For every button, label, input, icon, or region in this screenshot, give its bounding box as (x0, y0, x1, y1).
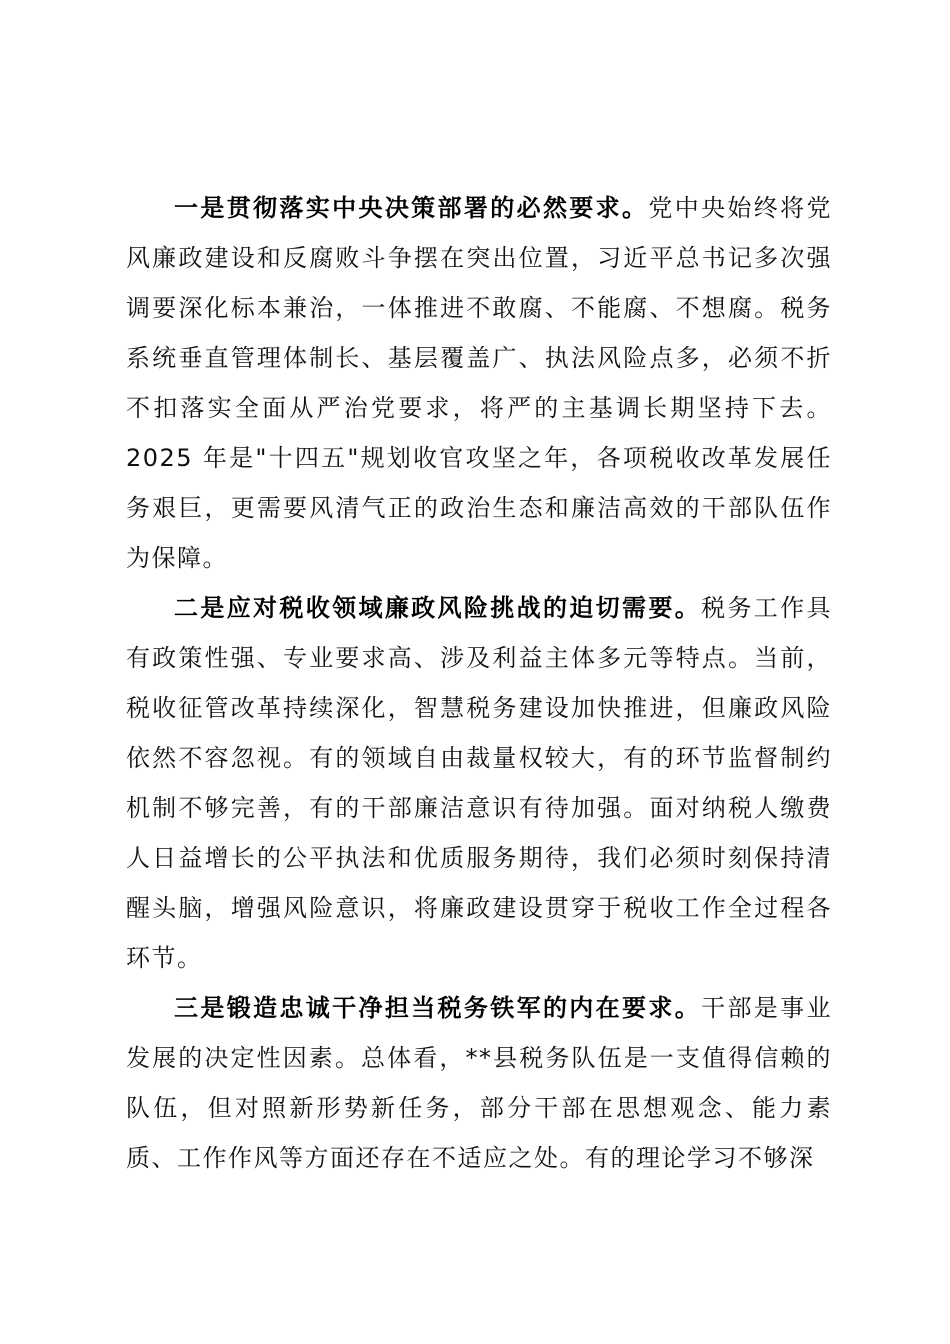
paragraph-1-body: 党中央始终将党风廉政建设和反腐败斗争摆在突出位置，习近平总书记多次强调要深化标本兼治，一体推进不敢腐、不能腐、不想腐。税务系统垂直管理体制长、基层覆盖广、执法风险点多，必须不折不扣落实全面从严治党要求，将严的主基调长期坚持下去。2025 年是"十四五"规划收官攻坚之年，各项税收改革发展任务艰巨，更需要风清气正的政治生态和廉洁高效的干部队伍作为保障。 (126, 194, 832, 572)
paragraph-3-body: 干部是事业发展的决定性因素。总体看，**县税务队伍是一支值得信赖的队伍，但对照新形势新任务，部分干部在思想观念、能力素质、工作作风等方面还存在不适应之处。有的理论学习不够深 (126, 994, 833, 1172)
paragraph-3 (126, 983, 832, 1183)
paragraph-2-heading: 二是应对税收领域廉政风险挑战的迫切需要。 (174, 594, 702, 622)
paragraph-2-body: 税务工作具有政策性强、专业要求高、涉及利益主体多元等特点。当前，税收征管改革持续深化，智慧税务建设加快推进，但廉政风险依然不容忽视。有的领域自由裁量权较大，有的环节监督制约机制不够完善，有的干部廉洁意识有待加强。面对纳税人缴费人日益增长的公平执法和优质服务期待，我们必须时刻保持清醒头脑，增强风险意识，将廉政建设贯穿于税收工作全过程各环节。 (126, 594, 833, 972)
paragraph-3-heading: 三是锻造忠诚干净担当税务铁军的内在要求。 (174, 994, 702, 1022)
document-page (126, 183, 832, 1183)
paragraph-1-heading: 一是贯彻落实中央决策部署的必然要求。 (174, 194, 649, 222)
paragraph-1 (126, 183, 832, 583)
paragraph-2 (126, 583, 832, 983)
